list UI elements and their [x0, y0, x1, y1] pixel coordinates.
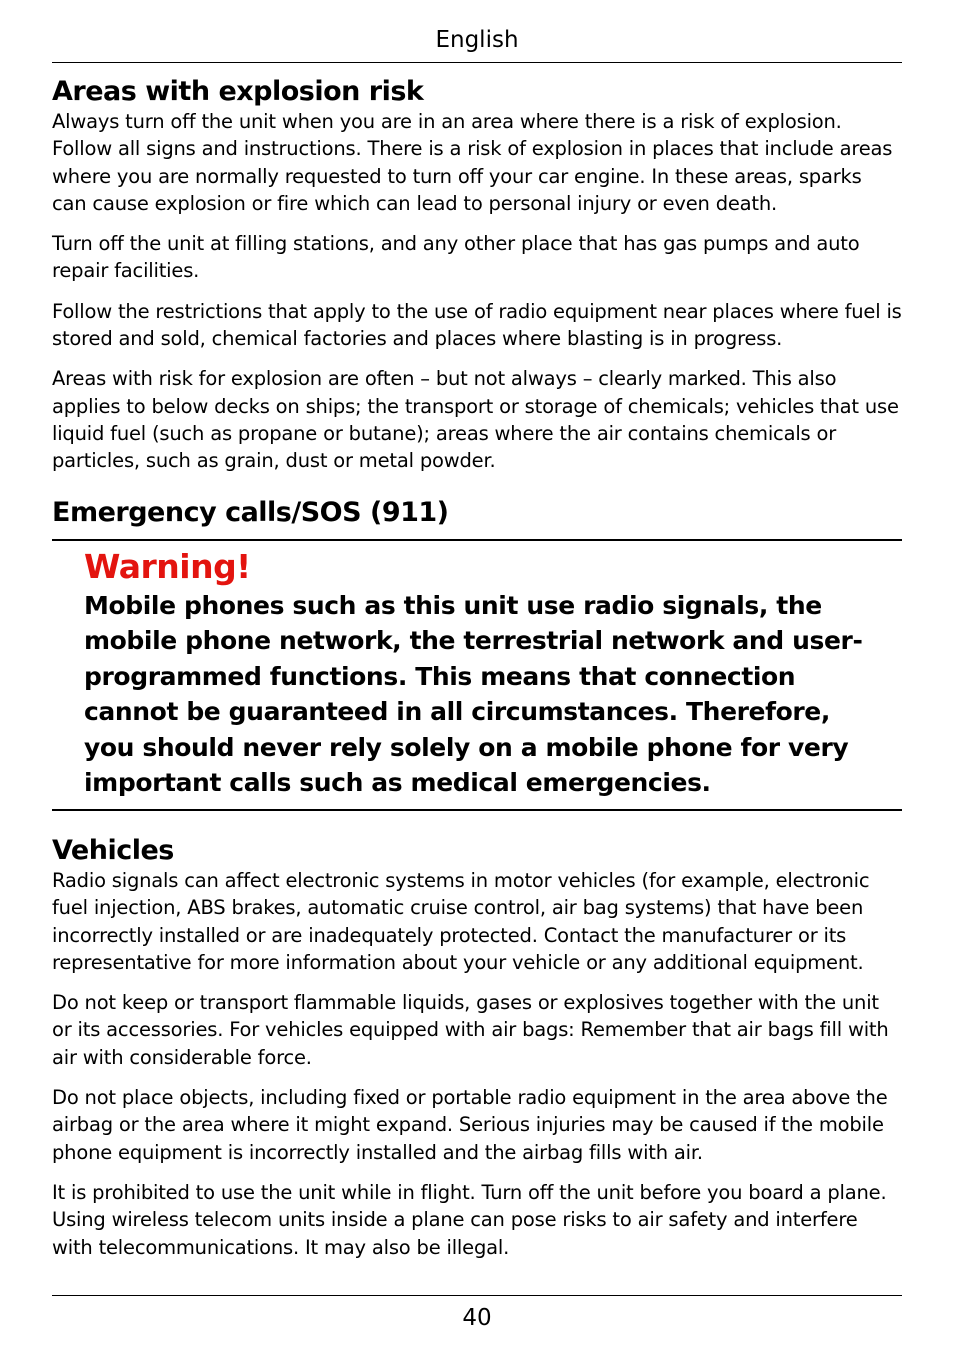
paragraph: Do not place objects, including fixed or portable radio equipment in the area above the airbag or the area where it might expand. Serious injuries may be caused if the mobile phone equipment is incorrectly installed and the airbag fills with air.: [52, 1086, 888, 1164]
paragraph: Turn off the unit at filling stations, and any other place that has gas pumps and auto repair facilities.: [52, 232, 860, 283]
paragraph: It is prohibited to use the unit while in flight. Turn off the unit before you board a plane. Using wireless telecom units inside a plane can pose risks to air safety and interfere with telecommunications. It may also be illegal.: [52, 1180, 887, 1259]
section-title-emergency: Emergency calls/SOS (911): [52, 497, 449, 528]
warning-text: Mobile phones such as this unit use radio signals, the mobile phone network, the terrestrial network and user-programmed functions. This means that connection cannot be guaranteed in all circumstances. Therefore, you should never rely solely on a mobile phone for very important calls such as medical emergencies.: [84, 591, 863, 798]
warning-bottom-rule: [52, 809, 902, 811]
warning-title: Warning!: [84, 547, 251, 586]
page-number: 40: [462, 1305, 492, 1331]
paragraph: Radio signals can affect electronic systems in motor vehicles (for example, electronic fuel injection, ABS brakes, automatic cruise control, air bag systems) that have been incorrectly installed or are inadequately protected. Contact the manufacturer or its representative for more information about your vehicle or any additional equipment.: [52, 869, 870, 974]
section-emergency: [52, 497, 902, 529]
footer-rule: [52, 1295, 902, 1296]
section-explosion-risk: [52, 76, 902, 475]
paragraph: Follow the restrictions that apply to the use of radio equipment near places where fuel is stored and sold, chemical factories and places where blasting is in progress.: [52, 299, 902, 351]
section-title-explosion: Areas with explosion risk: [52, 76, 424, 107]
section-title-vehicles: Vehicles: [52, 835, 174, 866]
warning-top-rule: [52, 539, 902, 541]
section-vehicles: [52, 835, 902, 1261]
header-rule: [52, 62, 902, 63]
paragraph: Areas with risk for explosion are often – but not always – clearly marked. This also applies to below decks on ships; the transport or storage of chemicals; vehicles that use liquid fuel (such as propane or butane); areas where the air contains chemicals or particles, such as grain, dust or metal powder.: [52, 367, 899, 473]
paragraph: Do not keep or transport flammable liquids, gases or explosives together with the unit or its accessories. For vehicles equipped with air bags: Remember that air bags fill with air with considerable force.: [52, 991, 889, 1069]
page-header-language: English: [435, 27, 519, 53]
paragraph: Always turn off the unit when you are in an area where there is a risk of explosion. Follow all signs and instructions. There is a risk of explosion in places that include areas where you are normally requested to turn off your car engine. In these areas, sparks can cause explosion or fire which can lead to personal injury or even death.: [52, 110, 893, 215]
